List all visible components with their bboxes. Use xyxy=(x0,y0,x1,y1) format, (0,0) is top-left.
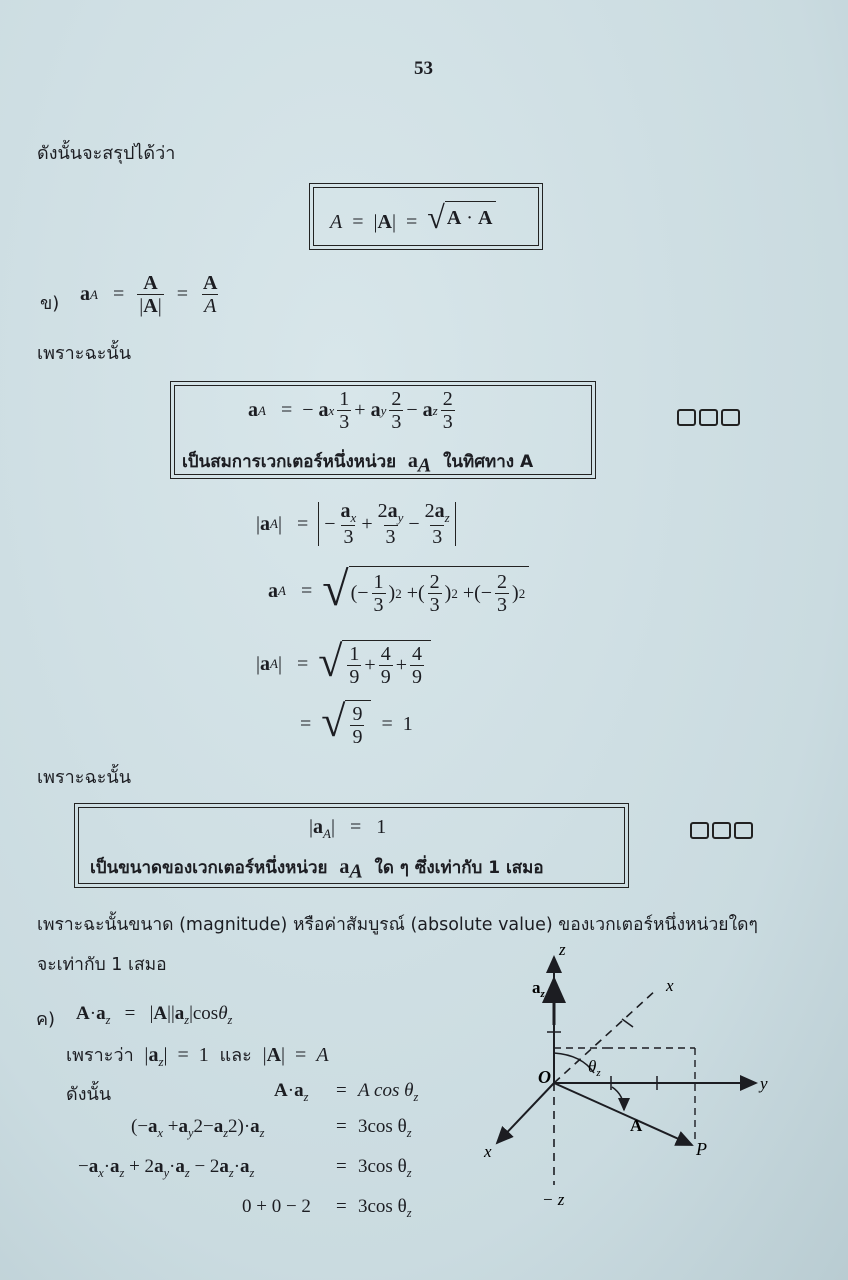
eq-line-2-eq: = xyxy=(336,1116,347,1137)
therefore-text-2: เพราะฉะนั้น xyxy=(37,767,131,788)
label-az xyxy=(532,978,546,1000)
box3-caption-symbol: a xyxy=(339,856,350,878)
label-neg-z: − z xyxy=(542,1190,565,1209)
eq-line-4-lhs: 0 + 0 − 2 xyxy=(242,1196,311,1217)
label-theta xyxy=(588,1057,601,1079)
qed-marks-2 xyxy=(690,822,753,839)
eq-line-3-rhs: 3cos $\theta_z$ xyxy=(358,1156,412,1180)
label-y: y xyxy=(760,1074,768,1093)
unit-vector-definition: a A = $\frac{A}{|A|}$ = $\frac{A}{A}$ xyxy=(80,272,218,317)
magnitude-eq-1: | a A | = − $\frac{a_x}{3}$ + $\frac{2a_y}{3}$ − $\frac{2a_z}{3}$ xyxy=(256,500,456,548)
label-x-top: x xyxy=(666,976,674,995)
box3-caption-post: ใด ๆ ซึ่งเท่ากับ 1 เสมอ xyxy=(374,858,544,878)
label-x-bottom: x xyxy=(484,1142,492,1161)
label-theta-sub: z xyxy=(596,1067,601,1079)
box1-equation: A = |A| = √ A · A xyxy=(330,201,496,234)
x-axis xyxy=(497,1083,554,1143)
box2-caption-pre: เป็นสมการเวกเตอร์หนึ่งหน่วย xyxy=(182,452,397,472)
x-axis-dashed xyxy=(554,990,656,1083)
magnitude-paragraph-line-2: จะเท่ากับ 1 เสมอ xyxy=(37,955,167,975)
label-z: z xyxy=(559,940,566,959)
because-text: เพราะว่า xyxy=(66,1045,134,1066)
eq-line-4-rhs-text: 3cos θ xyxy=(358,1196,407,1217)
magnitude-eq-3: | a A | = √ $\frac{1}{9}$ + $\frac{4}{9}$ + $\frac{4}{9}$ xyxy=(256,640,431,688)
label-az-symbol: a xyxy=(532,978,541,997)
magnitude-paragraph-line-1: เพราะฉะนั้นขนาด (magnitude) หรือค่าสัมบูรณ์ (absolute value) ของเวกเตอร์หนึ่งหน่วยใดๆ xyxy=(37,915,758,935)
box3-caption-sub: A xyxy=(349,860,363,883)
item-c-label: ค) xyxy=(36,1009,56,1030)
so-text: ดังนั้น xyxy=(66,1084,112,1105)
vector-a xyxy=(554,1083,692,1145)
box2-caption-sub: A xyxy=(417,454,432,477)
box2-caption-symbol: a xyxy=(407,450,418,472)
therefore-text-1: เพราะฉะนั้น xyxy=(37,343,131,364)
conclude-text: ดังนั้นจะสรุปได้ว่า xyxy=(37,143,176,164)
page-number: 53 xyxy=(414,58,433,79)
dot-product-definition: $A\cdot a_z = |A||a_z|\cos\theta_z$ xyxy=(76,1003,233,1027)
eq-line-4-rhs: 3cos $\theta_z$ xyxy=(358,1196,412,1220)
result-one: 1 xyxy=(402,712,413,735)
eq-line-3-eq: = xyxy=(336,1156,347,1177)
eq-line-3-lhs: $-a_x\cdot a_z + 2a_y\cdot a_z - 2a_z\cdot a_z$ xyxy=(78,1156,255,1180)
box3-caption-pre: เป็นขนาดของเวกเตอร์หนึ่งหน่วย xyxy=(90,858,328,878)
eq-line-2-rhs-text: 3cos θ xyxy=(358,1116,407,1137)
box2-caption-post: ในทิศทาง A xyxy=(443,452,534,472)
and-text: และ xyxy=(219,1045,252,1066)
eq-line-1-lhs: $A\cdot a_z$ xyxy=(274,1080,309,1104)
qed-marks-1 xyxy=(677,409,740,426)
label-point-p: P xyxy=(696,1139,707,1159)
box2-equation: a A = − a x $\frac{1}{3}$ + a y $\frac{2}{3}$ − a z $\frac{2}{3}$ xyxy=(248,388,453,433)
magnitude-eq-2: a A = √ (− $\frac{1}{3}$ ) 2 +( $\frac{2}{3}$ ) 2 +(− $\frac{2}{3}$ ) 2 xyxy=(268,566,529,616)
magnitude-eq-4: = √ $\frac{9}{9}$ = 1 xyxy=(300,697,413,748)
because-line: เพราะว่า $|a_z| = 1$ และ |A| = A xyxy=(66,1044,329,1069)
coordinate-diagram xyxy=(470,935,800,1220)
label-az-sub: z xyxy=(540,988,545,1000)
box3-equation: $|a_A| = 1$ xyxy=(309,816,387,841)
eq-line-4-eq: = xyxy=(336,1196,347,1217)
eq-line-1-rhs-text: A cos θ xyxy=(358,1080,414,1101)
label-origin: O xyxy=(538,1067,551,1087)
eq-line-2-lhs: $(-a_x +a_y2-a_z2)\cdot a_z$ xyxy=(131,1116,265,1140)
eq-line-3-rhs-text: 3cos θ xyxy=(358,1156,407,1177)
eq-line-1-rhs: A $\cos \theta_z$ xyxy=(358,1080,419,1104)
eq-line-2-rhs: 3cos $\theta_z$ xyxy=(358,1116,412,1140)
box3-value: 1 xyxy=(376,816,387,838)
box3-caption xyxy=(90,854,544,883)
item-b-label: ข) xyxy=(40,293,60,314)
eq-line-1-eq: = xyxy=(336,1080,347,1101)
label-theta-symbol: θ xyxy=(588,1057,597,1076)
label-vector-a: A xyxy=(630,1116,643,1135)
box2-caption xyxy=(182,448,533,477)
